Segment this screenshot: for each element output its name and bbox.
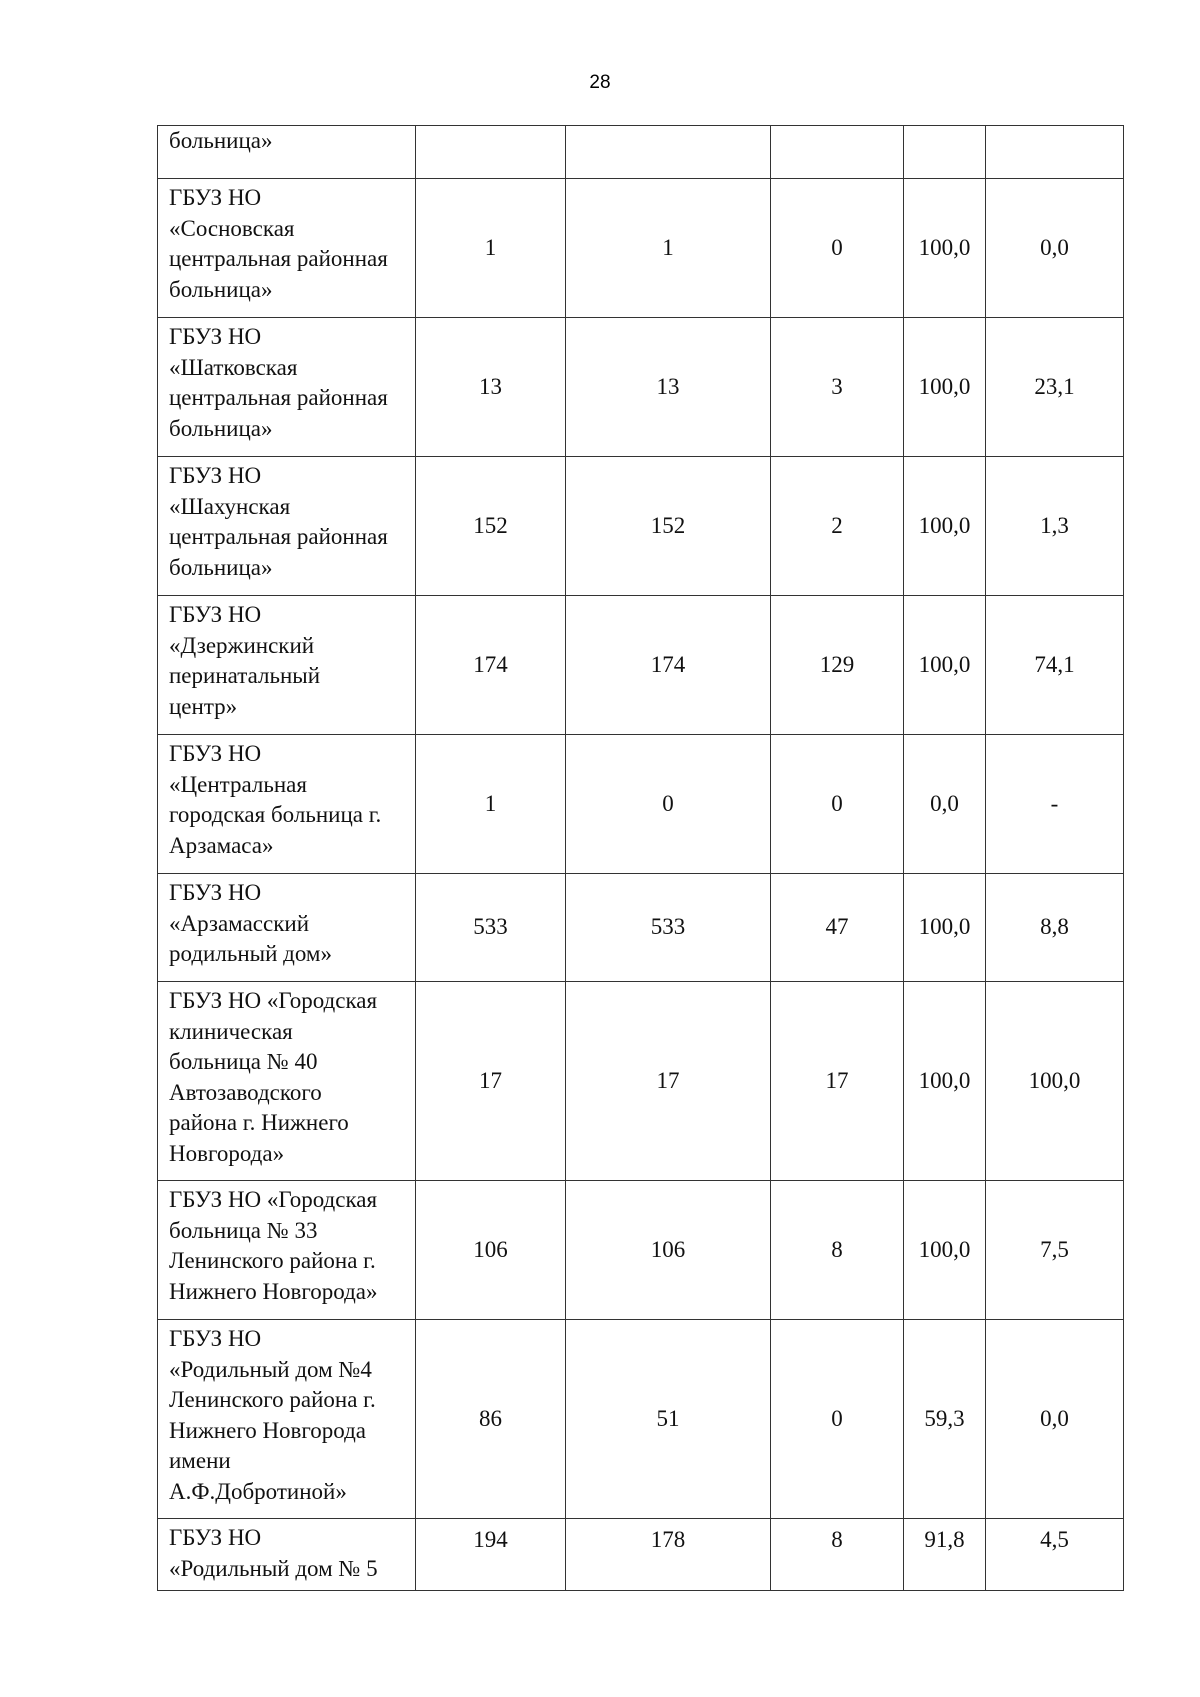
value-cell: 100,0 <box>904 1181 986 1320</box>
value-cell: 100,0 <box>904 179 986 318</box>
value-cell: 0 <box>771 735 904 874</box>
value-cell: 174 <box>416 596 566 735</box>
value-cell: 8 <box>771 1181 904 1320</box>
value-cell <box>416 126 566 179</box>
value-cell: 0,0 <box>986 179 1124 318</box>
value-cell: 152 <box>416 457 566 596</box>
institution-name-cell: ГБУЗ НО «Шатковская центральная районная больница» <box>158 318 416 457</box>
value-cell <box>771 126 904 179</box>
value-cell: 51 <box>566 1320 771 1519</box>
institution-name-cell: ГБУЗ НО «Шахунская центральная районная больница» <box>158 457 416 596</box>
value-cell: 1 <box>566 179 771 318</box>
institution-name-cell: ГБУЗ НО «Городская больница № 33 Ленинского района г. Нижнего Новгорода» <box>158 1181 416 1320</box>
value-cell: 8 <box>771 1519 904 1591</box>
value-cell: 100,0 <box>986 982 1124 1181</box>
value-cell: 533 <box>566 874 771 982</box>
value-cell: 129 <box>771 596 904 735</box>
table-row <box>158 1519 1124 1591</box>
value-cell: 86 <box>416 1320 566 1519</box>
value-cell <box>904 126 986 179</box>
value-cell: - <box>986 735 1124 874</box>
table-row <box>158 874 1124 982</box>
value-cell: 13 <box>566 318 771 457</box>
value-cell: 100,0 <box>904 596 986 735</box>
value-cell: 17 <box>771 982 904 1181</box>
page-number: 28 <box>589 72 611 93</box>
value-cell: 47 <box>771 874 904 982</box>
value-cell: 0 <box>566 735 771 874</box>
value-cell: 0 <box>771 179 904 318</box>
value-cell: 91,8 <box>904 1519 986 1591</box>
value-cell: 1,3 <box>986 457 1124 596</box>
value-cell: 100,0 <box>904 982 986 1181</box>
value-cell: 152 <box>566 457 771 596</box>
table-row <box>158 179 1124 318</box>
institution-name-cell: ГБУЗ НО «Дзержинский перинатальный центр» <box>158 596 416 735</box>
table-row <box>158 318 1124 457</box>
value-cell: 7,5 <box>986 1181 1124 1320</box>
value-cell: 1 <box>416 735 566 874</box>
value-cell: 174 <box>566 596 771 735</box>
value-cell: 194 <box>416 1519 566 1591</box>
value-cell: 17 <box>416 982 566 1181</box>
value-cell: 2 <box>771 457 904 596</box>
value-cell: 59,3 <box>904 1320 986 1519</box>
institution-name-cell: ГБУЗ НО «Городская клиническая больница № 40 Автозаводского района г. Нижнего Новгорода» <box>158 982 416 1181</box>
table-row <box>158 735 1124 874</box>
value-cell: 3 <box>771 318 904 457</box>
value-cell: 0 <box>771 1320 904 1519</box>
institution-name-cell: ГБУЗ НО «Родильный дом № 5 <box>158 1519 416 1591</box>
table-row <box>158 126 1124 179</box>
institution-name-cell: ГБУЗ НО «Центральная городская больница г. Арзамаса» <box>158 735 416 874</box>
table-row <box>158 596 1124 735</box>
value-cell: 1 <box>416 179 566 318</box>
value-cell: 106 <box>566 1181 771 1320</box>
value-cell: 533 <box>416 874 566 982</box>
value-cell: 178 <box>566 1519 771 1591</box>
value-cell: 13 <box>416 318 566 457</box>
value-cell: 8,8 <box>986 874 1124 982</box>
value-cell: 0,0 <box>986 1320 1124 1519</box>
table-row <box>158 1320 1124 1519</box>
value-cell <box>986 126 1124 179</box>
value-cell: 100,0 <box>904 874 986 982</box>
value-cell: 0,0 <box>904 735 986 874</box>
value-cell: 74,1 <box>986 596 1124 735</box>
value-cell <box>566 126 771 179</box>
table-row <box>158 457 1124 596</box>
institution-name-cell: ГБУЗ НО «Сосновская центральная районная больница» <box>158 179 416 318</box>
table-row <box>158 982 1124 1181</box>
value-cell: 4,5 <box>986 1519 1124 1591</box>
value-cell: 100,0 <box>904 457 986 596</box>
value-cell: 100,0 <box>904 318 986 457</box>
institution-name-cell: ГБУЗ НО «Родильный дом №4 Ленинского района г. Нижнего Новгорода имени А.Ф.Добротиной» <box>158 1320 416 1519</box>
table-row <box>158 1181 1124 1320</box>
value-cell: 17 <box>566 982 771 1181</box>
hospital-data-table <box>157 125 1124 1591</box>
value-cell: 23,1 <box>986 318 1124 457</box>
value-cell: 106 <box>416 1181 566 1320</box>
institution-name-cell: больница» <box>158 126 416 179</box>
institution-name-cell: ГБУЗ НО «Арзамасский родильный дом» <box>158 874 416 982</box>
